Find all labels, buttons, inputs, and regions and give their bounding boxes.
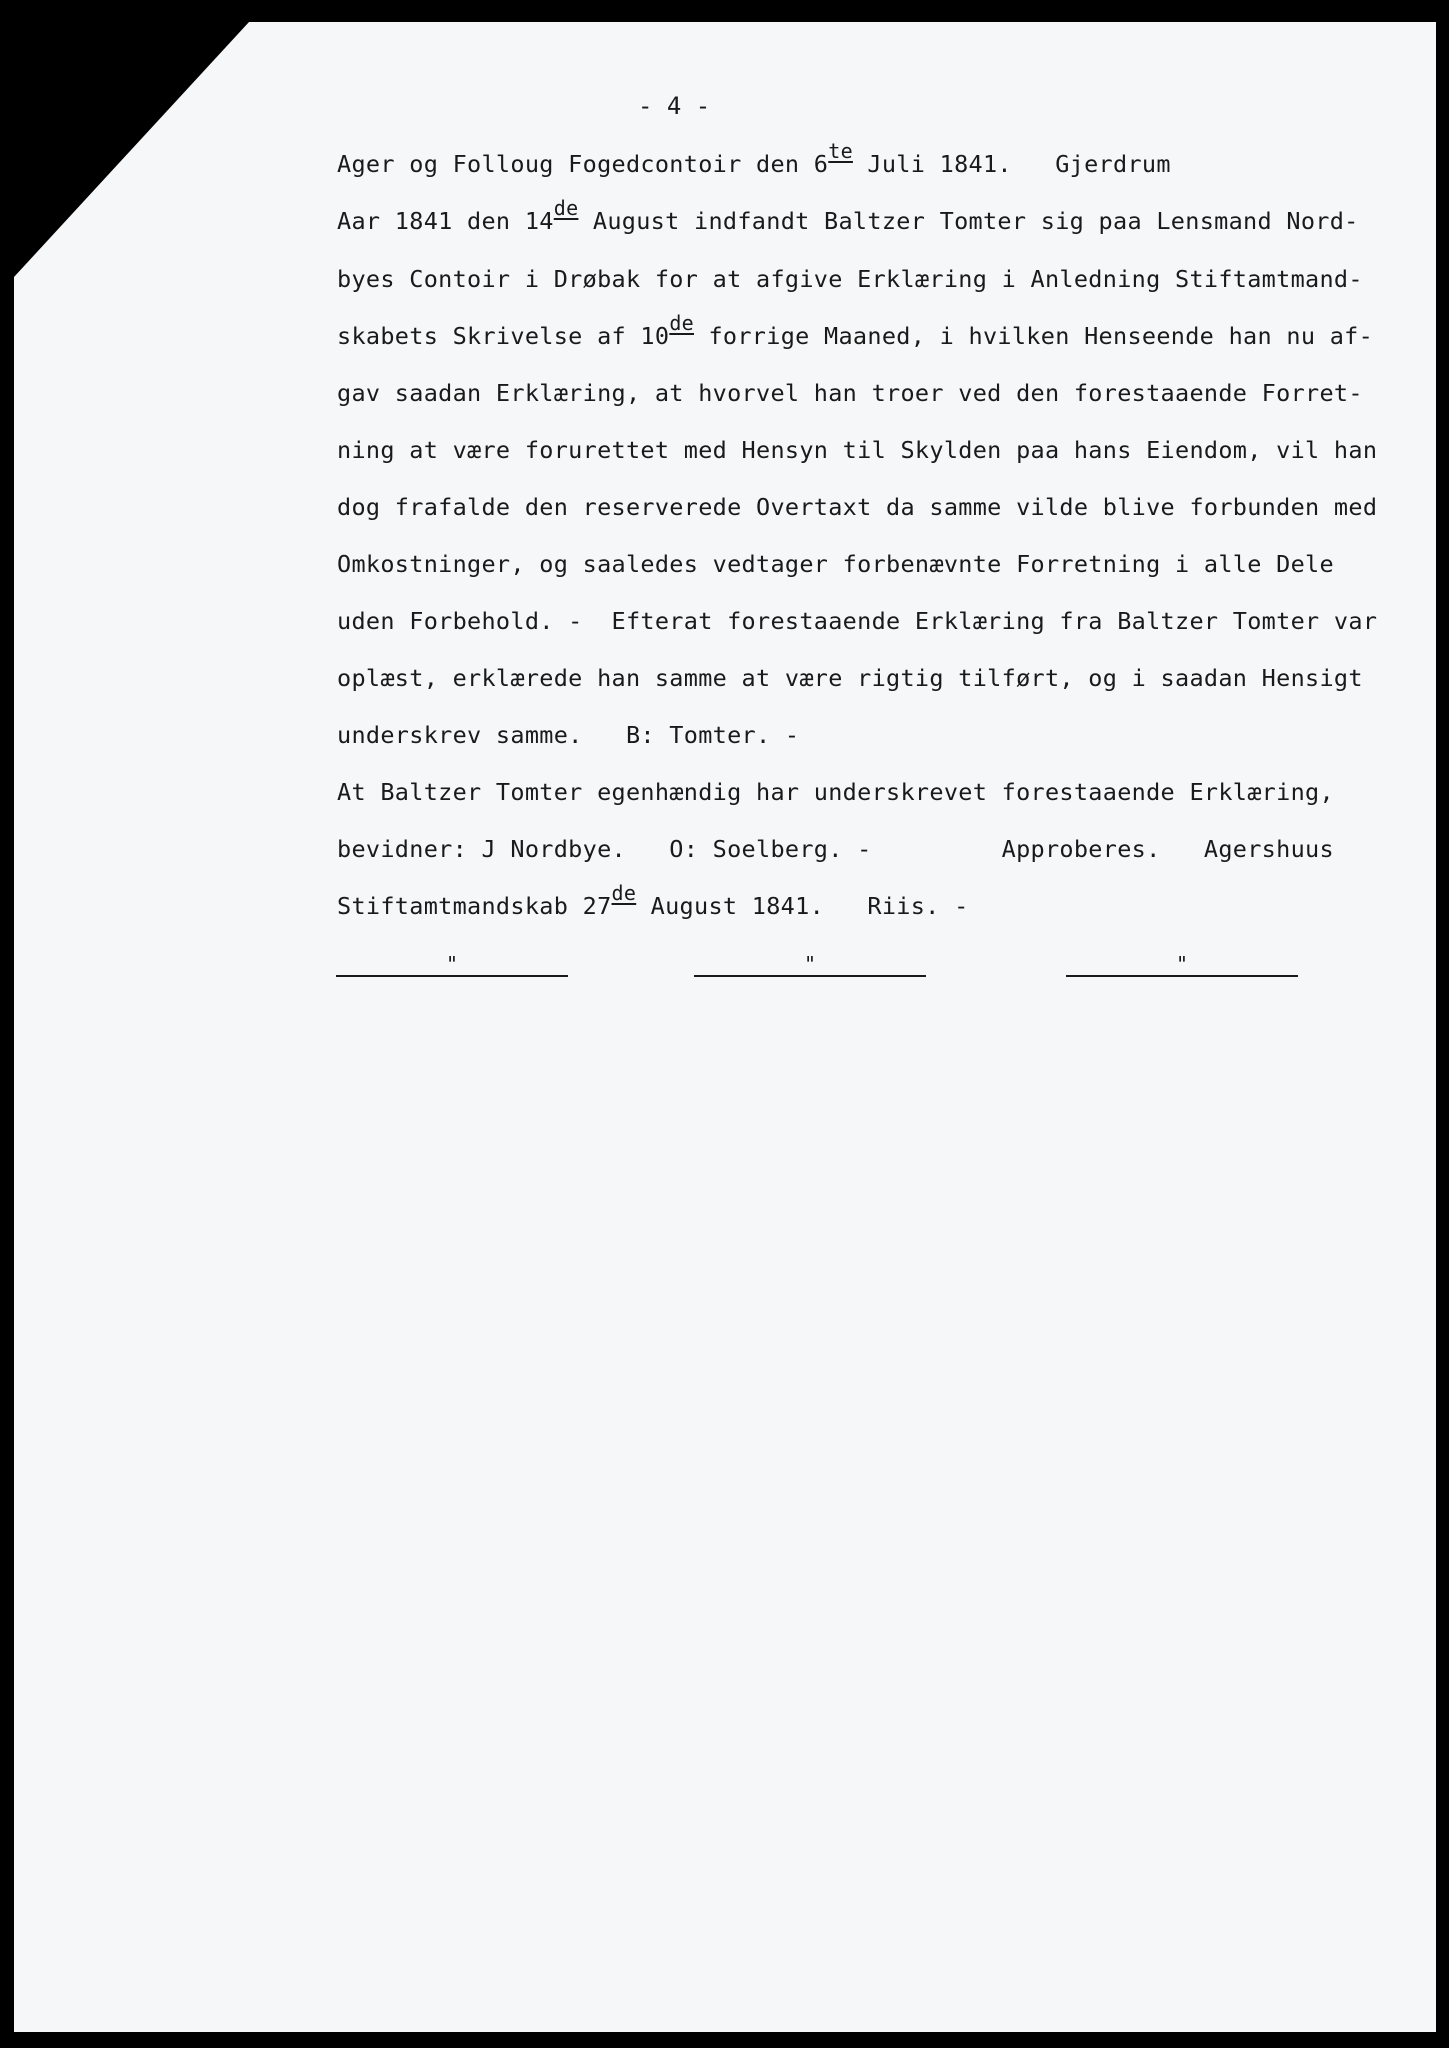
line-text: underskrev samme. B: Tomter. -	[337, 721, 800, 749]
line-text: dog frafalde den reserverede Overtaxt da samme vilde blive forbunden med	[337, 493, 1378, 521]
line-text: byes Contoir i Drøbak for at afgive Erklæring i Anledning Stiftamtmand-	[337, 265, 1363, 293]
line-text: Stiftamtmandskab 27	[337, 892, 612, 920]
text-line-10	[337, 664, 1363, 692]
text-line-14	[337, 881, 969, 920]
text-line-13	[337, 835, 1334, 863]
text-line-12	[337, 778, 1334, 806]
line-text: ning at være forurettet med Hensyn til Skylden paa hans Eiendom, vil han	[337, 436, 1378, 464]
ordinal-suffix: de	[553, 196, 579, 220]
ordinal-suffix: de	[611, 881, 637, 905]
text-line-9	[337, 607, 1377, 635]
ordinal-suffix: de	[669, 311, 694, 335]
text-line-5	[337, 379, 1363, 407]
ditto-mark-2: "	[694, 953, 926, 977]
text-line-1	[337, 139, 1171, 178]
line-text: gav saadan Erklæring, at hvorvel han troer ved den forestaaende Forret-	[337, 379, 1363, 407]
text-line-4	[337, 311, 1374, 350]
line-text: skabets Skrivelse af 10	[337, 322, 670, 350]
text-line-6	[337, 436, 1377, 464]
text-line-11	[337, 721, 799, 749]
page-number: - 4 -	[638, 92, 711, 120]
line-text: bevidner: J Nordbye. O: Soelberg. - Approberes. Agershuus	[337, 835, 1334, 863]
line-text: August indfandt Baltzer Tomter sig paa Lensmand Nord-	[578, 207, 1359, 235]
line-text: Omkostninger, og saaledes vedtager forbenævnte Forretning i alle Dele	[337, 550, 1334, 578]
ditto-mark-1: "	[336, 953, 568, 977]
ditto-row	[0, 953, 1449, 983]
line-text: forrige Maaned, i hvilken Henseende han nu af-	[694, 322, 1374, 350]
ditto-mark-3: "	[1066, 953, 1298, 977]
text-line-3	[337, 265, 1363, 293]
line-text: oplæst, erklærede han samme at være rigtig tilført, og i saadan Hensigt	[337, 664, 1363, 692]
line-text: August 1841. Riis. -	[636, 892, 969, 920]
line-text: uden Forbehold. - Efterat forestaaende Erklæring fra Baltzer Tomter var	[337, 607, 1378, 635]
ordinal-suffix: te	[828, 139, 853, 163]
line-text: Ager og Folloug Fogedcontoir den 6	[337, 150, 829, 178]
line-text: At Baltzer Tomter egenhændig har underskrevet forestaaende Erklæring,	[337, 778, 1334, 806]
text-line-7	[337, 493, 1377, 521]
line-text: Juli 1841. Gjerdrum	[852, 150, 1171, 178]
line-text: Aar 1841 den 14	[337, 207, 554, 235]
text-line-8	[337, 550, 1334, 578]
text-line-2	[337, 196, 1359, 235]
